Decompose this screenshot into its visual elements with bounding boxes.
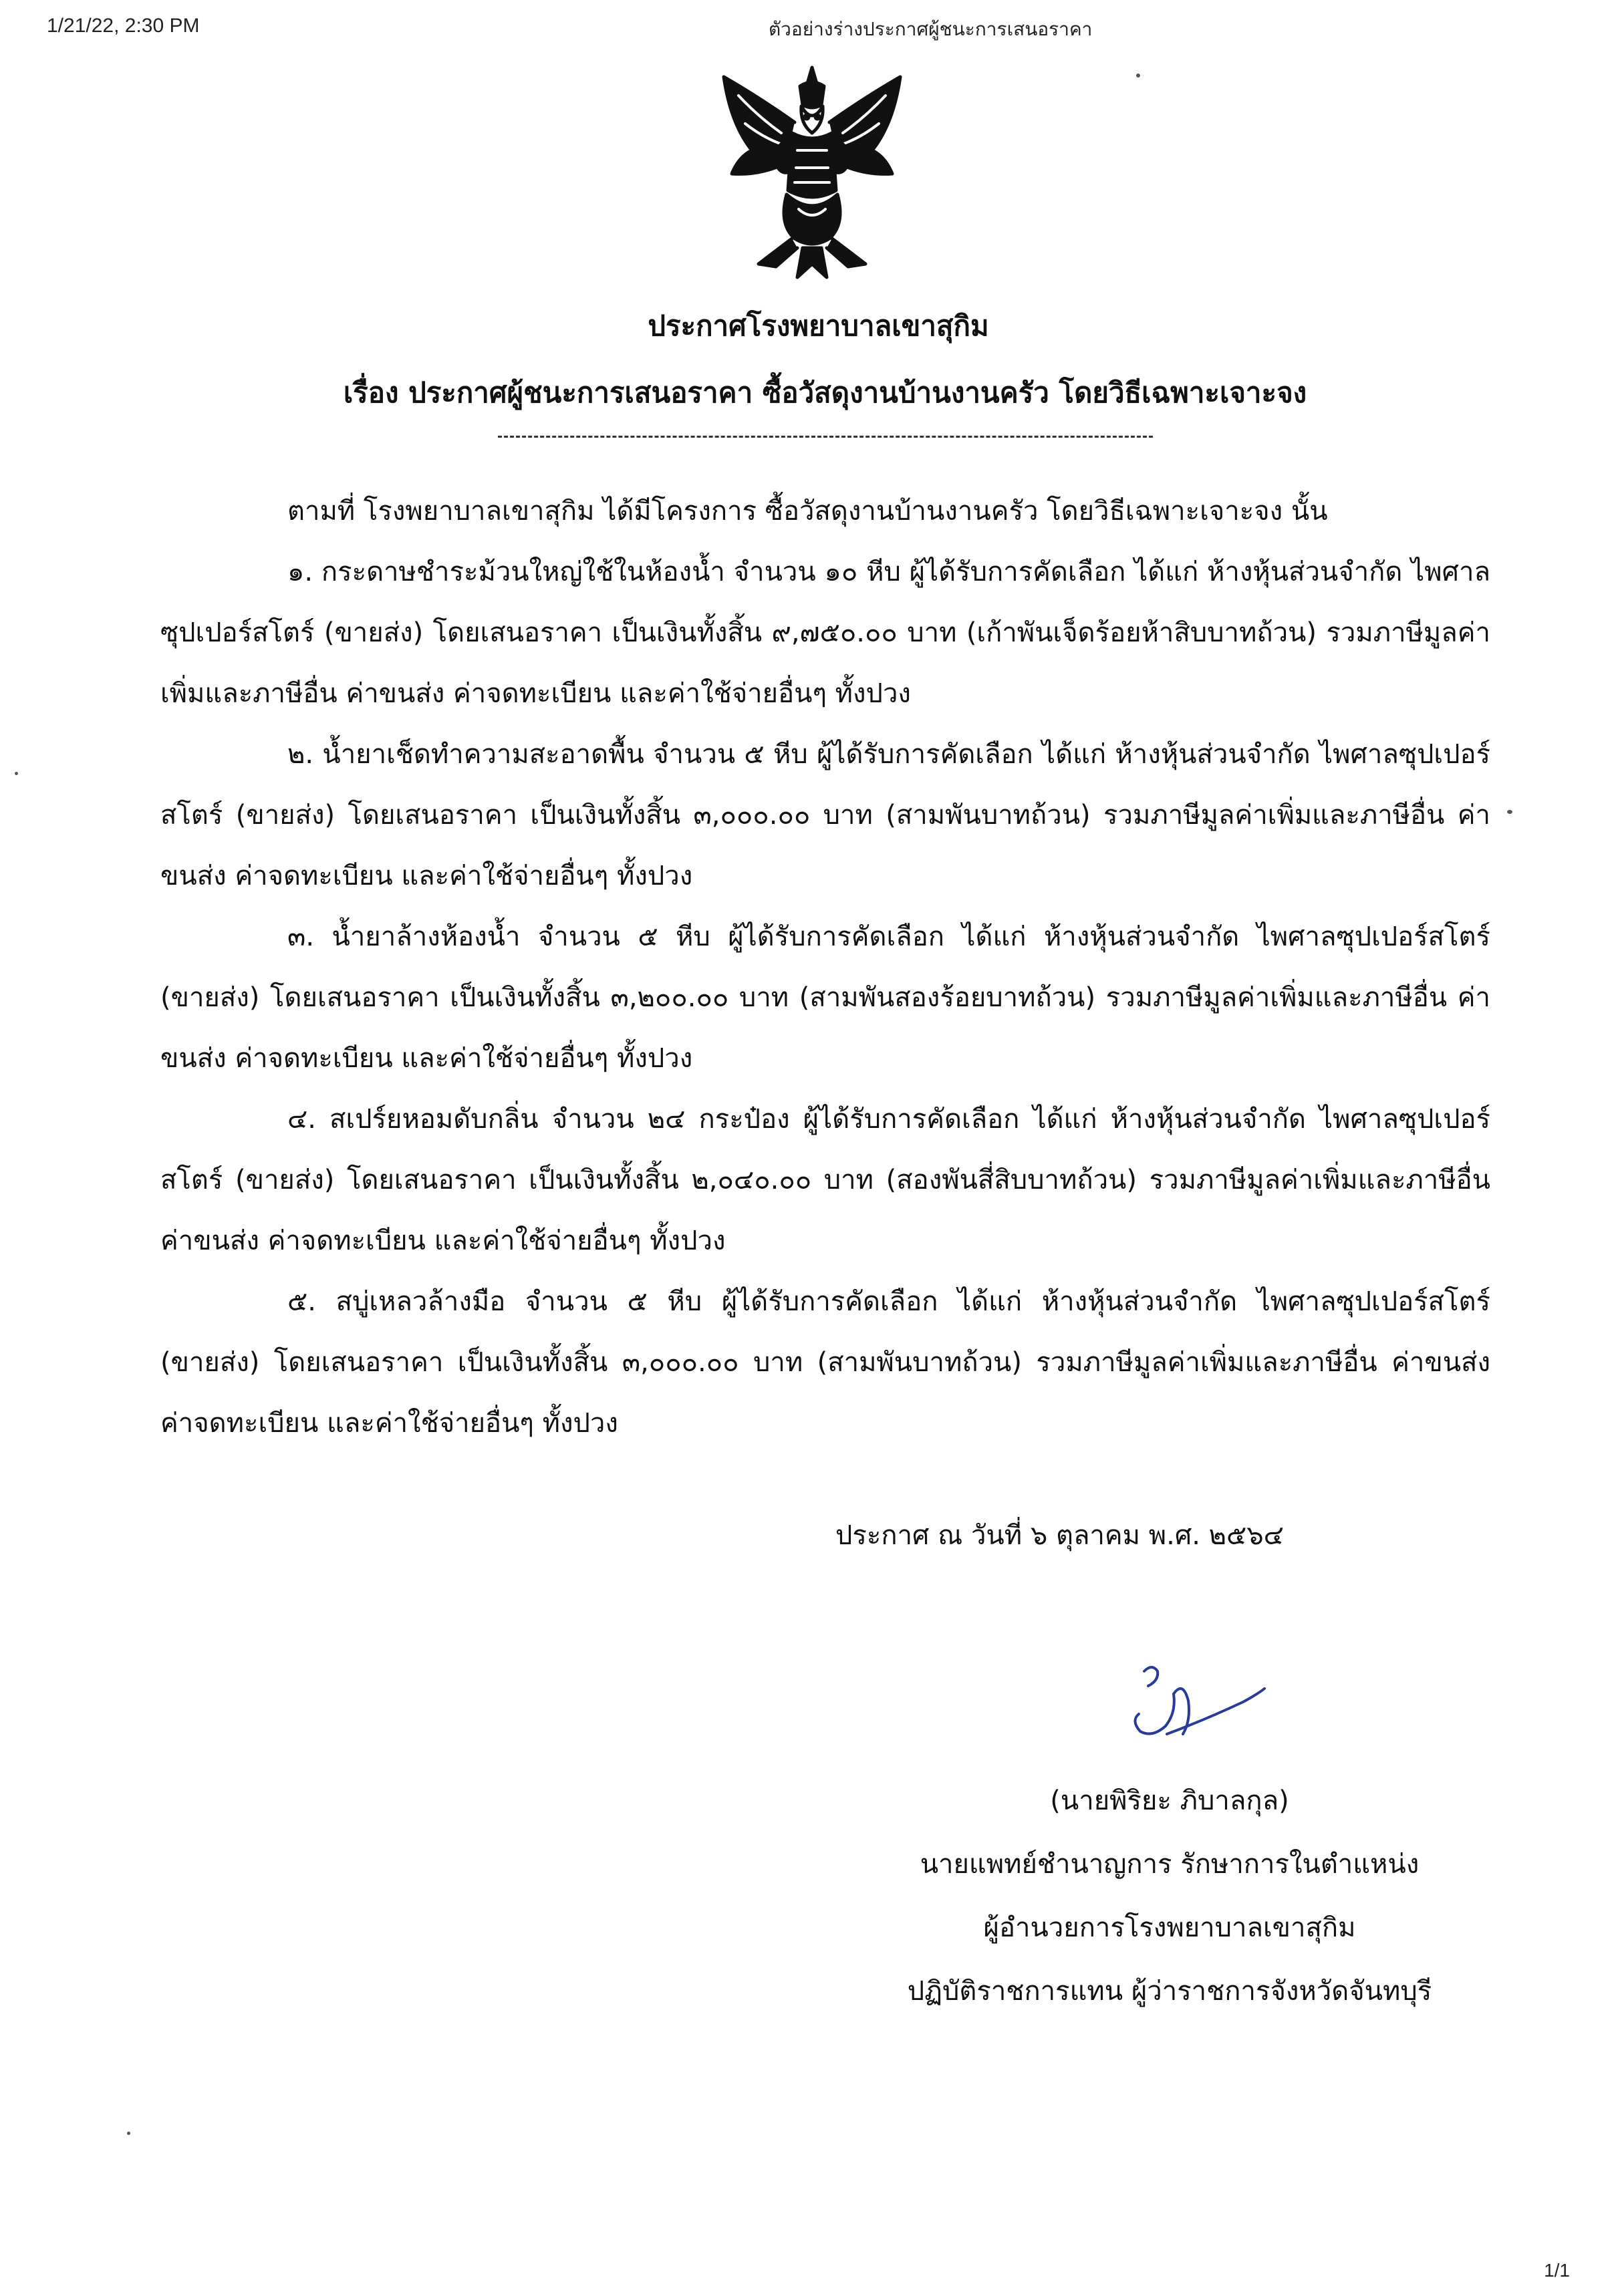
print-datetime: 1/21/22, 2:30 PM (47, 15, 200, 37)
signatory-block (855, 1769, 1484, 2023)
item-paragraph: ๓. น้ำยาล้างห้องน้ำ จำนวน ๕ หีบ ผู้ได้รับการคัดเลือก ได้แก่ ห้างหุ้นส่วนจำกัด ไพศาลซุปเปอร์สโตร์ (ขายส่ง) โดยเสนอราคา เป็นเงินทั้งสิ้น ๓,๒๐๐.๐๐ บาท (สามพันสองร้อยบาทถ้วน) รวมภาษีมูลค่าเพิ่มและภาษีอื่น ค่าขนส่ง ค่าจดทะเบียน และค่าใช้จ่ายอื่นๆ ทั้งปวง (160, 921, 1490, 1074)
scan-speck (15, 772, 18, 775)
document-body (160, 481, 1490, 1454)
scan-speck (1136, 74, 1140, 78)
document-title: ประกาศโรงพยาบาลเขาสุกิม (648, 309, 989, 342)
signatory-position: ปฏิบัติราชการแทน ผู้ว่าราชการจังหวัดจันทบุรี (907, 1976, 1432, 2007)
signatory-position: นายแพทย์ชำนาญการ รักษาการในตำแหน่ง (920, 1849, 1420, 1880)
print-page-title: ตัวอย่างร่างประกาศผู้ชนะการเสนอราคา (769, 18, 1093, 40)
scan-speck (1507, 810, 1512, 814)
page-number: 1/1 (1544, 2260, 1570, 2281)
signatory-name: (นายพิริยะ ภิบาลกุล) (1050, 1785, 1289, 1816)
handwritten-signature (1109, 1654, 1270, 1747)
signatory-position: ผู้อำนวยการโรงพยาบาลเขาสุกิม (983, 1912, 1356, 1943)
item-paragraph: ๔. สเปร์ยหอมดับกลิ่น จำนวน ๒๔ กระป๋อง ผู้ได้รับการคัดเลือก ได้แก่ ห้างหุ้นส่วนจำกัด ไพศาลซุปเปอร์สโตร์ (ขายส่ง) โดยเสนอราคา เป็นเงินทั้งสิ้น ๒,๐๔๐.๐๐ บาท (สองพันสี่สิบบาทถ้วน) รวมภาษีมูลค่าเพิ่มและภาษีอื่น ค่าขนส่ง ค่าจดทะเบียน และค่าใช้จ่ายอื่นๆ ทั้งปวง (160, 1104, 1490, 1256)
document-subject: เรื่อง ประกาศผู้ชนะการเสนอราคา ซื้อวัสดุงานบ้านงานครัว โดยวิธีเฉพาะเจาะจง (343, 376, 1307, 409)
intro-paragraph: ตามที่ โรงพยาบาลเขาสุกิม ได้มีโครงการ ซื้อวัสดุงานบ้านงานครัว โดยวิธีเฉพาะเจาะจง นั้น (287, 496, 1328, 527)
announce-date: ประกาศ ณ วันที่ ๖ ตุลาคม พ.ศ. ๒๕๖๔ (835, 1520, 1284, 1551)
title-divider (498, 436, 1153, 438)
item-paragraph: ๒. น้ำยาเช็ดทำความสะอาดพื้น จำนวน ๕ หีบ ผู้ได้รับการคัดเลือก ได้แก่ ห้างหุ้นส่วนจำกัด ไพศาลซุปเปอร์สโตร์ (ขายส่ง) โดยเสนอราคา เป็นเงินทั้งสิ้น ๓,๐๐๐.๐๐ บาท (สามพันบาทถ้วน) รวมภาษีมูลค่าเพิ่มและภาษีอื่น ค่าขนส่ง ค่าจดทะเบียน และค่าใช้จ่ายอื่นๆ ทั้งปวง (160, 739, 1490, 891)
item-paragraph: ๕. สบู่เหลวล้างมือ จำนวน ๕ หีบ ผู้ได้รับการคัดเลือก ได้แก่ ห้างหุ้นส่วนจำกัด ไพศาลซุปเปอร์สโตร์ (ขายส่ง) โดยเสนอราคา เป็นเงินทั้งสิ้น ๓,๐๐๐.๐๐ บาท (สามพันบาทถ้วน) รวมภาษีมูลค่าเพิ่มและภาษีอื่น ค่าขนส่ง ค่าจดทะเบียน และค่าใช้จ่ายอื่นๆ ทั้งปวง (160, 1286, 1490, 1439)
garuda-emblem-icon (712, 63, 912, 284)
scan-speck (127, 2132, 130, 2135)
item-paragraph: ๑. กระดาษชำระม้วนใหญ่ใช้ในห้องน้ำ จำนวน ๑๐ หีบ ผู้ได้รับการคัดเลือก ได้แก่ ห้างหุ้นส่วนจำกัด ไพศาลซุปเปอร์สโตร์ (ขายส่ง) โดยเสนอราคา เป็นเงินทั้งสิ้น ๙,๗๕๐.๐๐ บาท (เก้าพันเจ็ดร้อยห้าสิบบาทถ้วน) รวมภาษีมูลค่าเพิ่มและภาษีอื่น ค่าขนส่ง ค่าจดทะเบียน และค่าใช้จ่ายอื่นๆ ทั้งปวง (160, 557, 1490, 709)
